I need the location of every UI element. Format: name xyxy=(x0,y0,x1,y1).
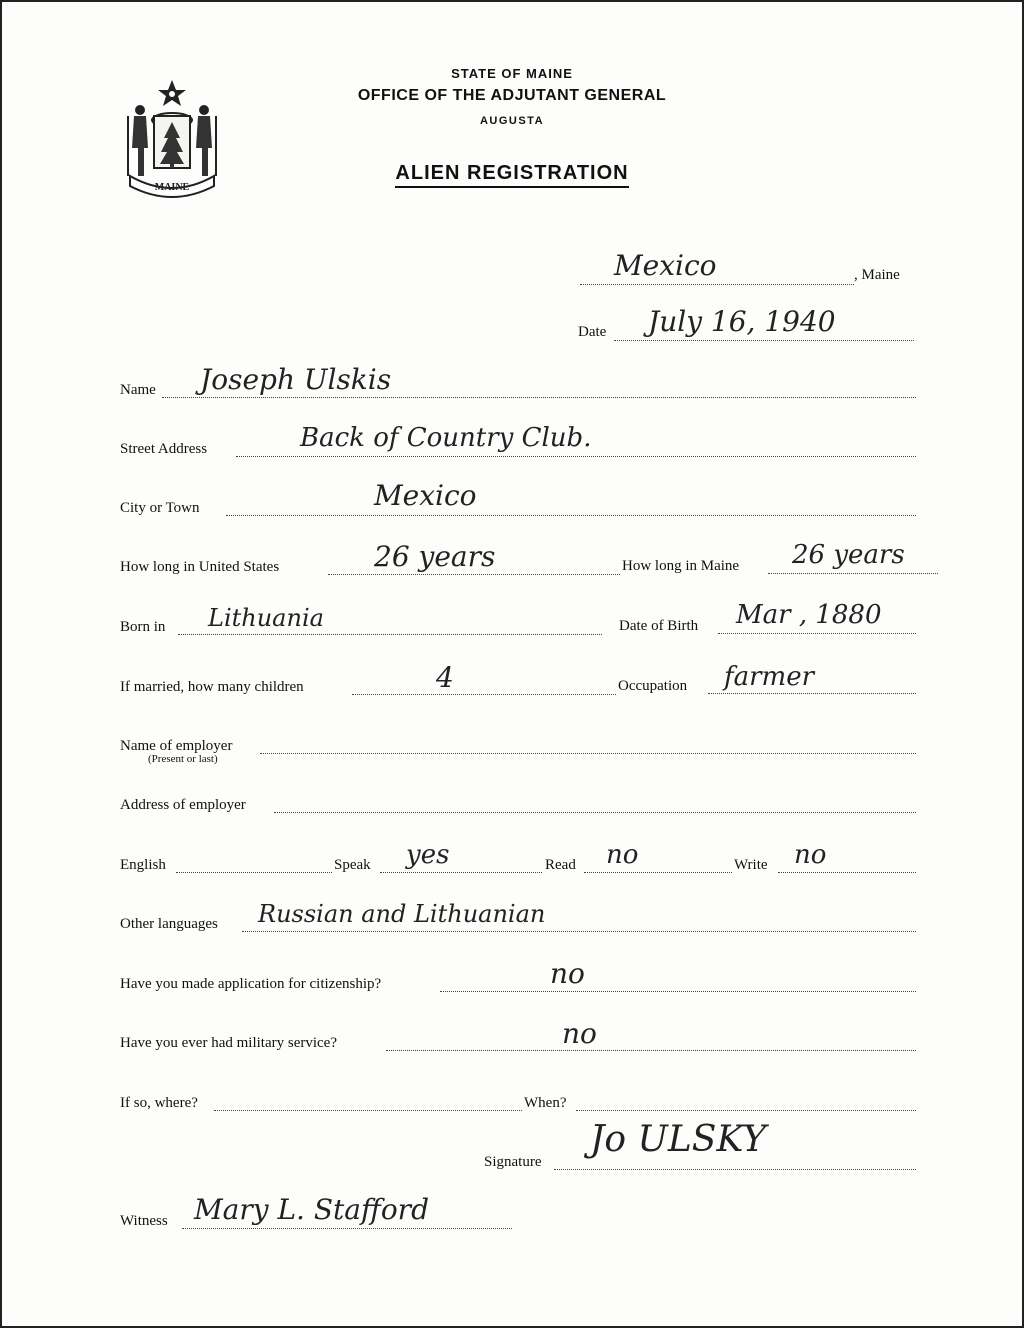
read-label: Read xyxy=(545,857,576,873)
other-languages-label: Other languages xyxy=(120,916,218,932)
employer-note-label: (Present or last) xyxy=(148,753,218,765)
street-address-value: Back of Country Club. xyxy=(300,423,592,453)
write-value: no xyxy=(794,840,827,870)
city-value: Mexico xyxy=(374,479,477,512)
occupation-line xyxy=(708,693,916,694)
city-line xyxy=(226,515,916,516)
town-value: Mexico xyxy=(614,249,717,282)
speak-line xyxy=(380,872,542,873)
military-label: Have you ever had military service? xyxy=(120,1035,337,1051)
if-so-where-line xyxy=(214,1110,522,1111)
date-of-birth-label: Date of Birth xyxy=(619,618,699,634)
header-office: OFFICE OF THE ADJUTANT GENERAL xyxy=(357,87,667,104)
employer-address-label: Address of employer xyxy=(120,797,246,813)
citizenship-label: Have you made application for citizenship? xyxy=(120,976,382,992)
how-long-maine-label: How long in Maine xyxy=(622,558,740,574)
how-long-maine-value: 26 years xyxy=(792,540,905,570)
signature-label: Signature xyxy=(484,1154,542,1170)
town-line xyxy=(580,284,854,285)
date-line xyxy=(614,340,914,341)
header-state: STATE OF MAINE xyxy=(451,66,573,81)
svg-text:MAINE: MAINE xyxy=(154,182,190,193)
born-in-value: Lithuania xyxy=(208,604,324,632)
witness-value: Mary L. Stafford xyxy=(194,1193,429,1226)
occupation-label: Occupation xyxy=(618,678,688,694)
read-value: no xyxy=(606,840,639,870)
employer-address-line xyxy=(274,812,916,813)
date-of-birth-line xyxy=(718,633,916,634)
maine-label: , Maine xyxy=(854,267,900,283)
header-city: AUGUSTA xyxy=(479,115,545,127)
born-in-line xyxy=(178,634,602,635)
name-label: Name xyxy=(120,382,156,398)
city-label: City or Town xyxy=(120,500,200,516)
citizenship-value: no xyxy=(550,957,585,990)
how-long-us-value: 26 years xyxy=(374,540,496,573)
children-line xyxy=(352,694,616,695)
name-line xyxy=(162,397,916,398)
signature-value: Jo ULSKY xyxy=(590,1119,767,1160)
english-line xyxy=(176,872,332,873)
if-so-where-label: If so, where? xyxy=(120,1095,198,1111)
speak-label: Speak xyxy=(334,857,371,873)
children-value: 4 xyxy=(436,661,454,694)
witness-line xyxy=(182,1228,512,1229)
born-in-label: Born in xyxy=(120,619,166,635)
english-label: English xyxy=(120,857,166,873)
date-value: July 16, 1940 xyxy=(648,305,836,338)
how-long-maine-line xyxy=(768,573,938,574)
write-line xyxy=(778,872,916,873)
date-of-birth-value: Mar , 1880 xyxy=(736,600,882,630)
how-long-us-label: How long in United States xyxy=(120,559,280,575)
citizenship-line xyxy=(440,991,916,992)
military-value: no xyxy=(562,1017,597,1050)
when-label: When? xyxy=(524,1095,567,1111)
employer-name-label: Name of employer xyxy=(120,738,233,754)
date-label: Date xyxy=(578,324,607,340)
street-address-label: Street Address xyxy=(120,441,208,457)
how-long-us-line xyxy=(328,574,620,575)
speak-value: yes xyxy=(406,840,450,870)
children-label: If married, how many children xyxy=(120,679,304,695)
signature-line xyxy=(554,1169,916,1170)
occupation-value: farmer xyxy=(724,662,815,692)
other-languages-value: Russian and Lithuanian xyxy=(258,900,546,928)
other-languages-line xyxy=(242,931,916,932)
form-title: ALIEN REGISTRATION xyxy=(2,162,1022,185)
employer-name-line xyxy=(260,753,916,754)
when-line xyxy=(576,1110,916,1111)
street-address-line xyxy=(236,456,916,457)
witness-label: Witness xyxy=(120,1213,168,1229)
read-line xyxy=(584,872,732,873)
write-label: Write xyxy=(734,857,768,873)
military-line xyxy=(386,1050,916,1051)
name-value: Joseph Ulskis xyxy=(200,363,392,396)
